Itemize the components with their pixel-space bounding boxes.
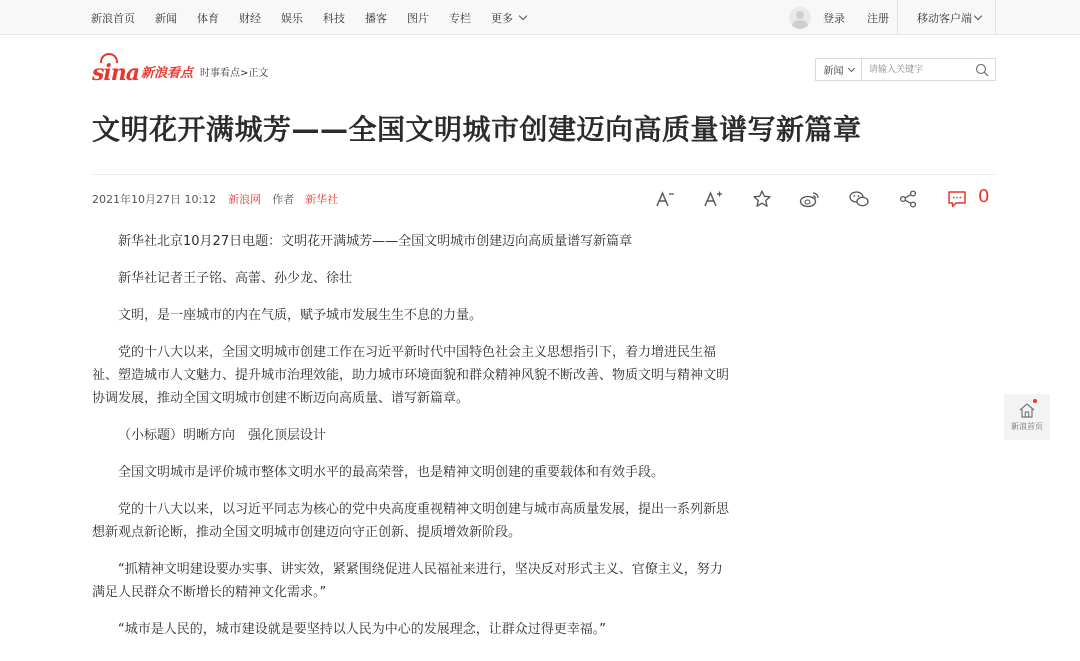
nav-item-news[interactable]: 新闻 (155, 11, 177, 25)
article-paragraph: “城市是人民的，城市建设就是要坚持以人民为中心的发展理念，让群众过得更幸福。” (118, 622, 606, 637)
share-button[interactable] (895, 182, 921, 216)
avatar-icon[interactable] (789, 7, 811, 29)
logo-subtitle: 新浪看点 (141, 66, 194, 81)
nav-item-finance[interactable]: 财经 (239, 11, 261, 25)
notification-dot (1033, 399, 1037, 403)
publish-date: 2021年10月27日 10:12 (92, 193, 217, 206)
share-wechat-button[interactable] (846, 182, 872, 216)
logo-wordmark: sina (92, 62, 139, 84)
sina-logo[interactable] (92, 54, 193, 84)
chevron-down-icon (974, 12, 982, 20)
article-body (92, 230, 732, 655)
font-increase-button[interactable] (700, 182, 726, 216)
share-weibo-button[interactable] (797, 182, 823, 216)
nav-item-entertainment[interactable]: 娱乐 (281, 11, 303, 25)
comment-icon (947, 189, 967, 209)
nav-more-label: 更多 (491, 11, 513, 25)
article-subheading: （小标题）明晰方向 强化顶层设计 (118, 428, 327, 443)
weibo-icon (799, 189, 821, 209)
article-paragraph: 新华社北京10月27日电题：文明花开满城芳——全国文明城市创建迈向高质量谱写新篇章 (118, 234, 633, 249)
search-input[interactable] (862, 60, 973, 80)
font-increase-icon (703, 189, 723, 209)
chevron-down-icon (519, 12, 527, 20)
search-box (815, 58, 996, 81)
article-title: 文明花开满城芳——全国文明城市创建迈向高质量谱写新篇章 (92, 113, 862, 146)
search-category-label: 新闻 (823, 66, 844, 77)
search-category-select[interactable] (816, 59, 862, 80)
channel-nav (91, 0, 546, 35)
divider (92, 174, 996, 175)
source-link[interactable]: 新浪网 (228, 193, 262, 206)
nav-item-tech[interactable]: 科技 (323, 11, 345, 25)
author-label: 作者 (272, 193, 295, 206)
font-decrease-button[interactable] (652, 182, 678, 216)
divider (897, 0, 898, 35)
home-icon (1018, 402, 1036, 418)
side-home-button[interactable] (1004, 394, 1050, 440)
share-icon (898, 189, 918, 209)
mobile-client-label: 移动客户端 (917, 11, 972, 25)
wechat-icon (848, 189, 870, 209)
breadcrumb[interactable]: 时事看点>正文 (200, 68, 269, 79)
register-link[interactable]: 注册 (867, 11, 889, 25)
article-paragraph: 全国文明城市是评价城市整体文明水平的最高荣誉，也是精神文明创建的重要载体和有效手段。 (118, 465, 665, 480)
nav-item-home[interactable]: 新浪首页 (91, 11, 135, 25)
star-icon (752, 189, 772, 209)
comment-button[interactable] (944, 182, 970, 216)
article-paragraph: 党的十八大以来，以习近平同志为核心的党中央高度重视精神文明创建与城市高质量发展，提出一系列新思想新观点新论断，推动全国文明城市创建迈向守正创新、提质增效新阶段。 (92, 502, 730, 540)
article-paragraph: 党的十八大以来，全国文明城市创建工作在习近平新时代中国特色社会主义思想指引下，着力增进民生福祉、塑造城市人文魅力、提升城市治理效能，助力城市环境面貌和群众精神风貌不断改善、物质文明与精神文明协调发展，推动全国文明城市创建不断迈向高质量、谱写新篇章。 (92, 345, 730, 406)
article-paragraph: “抓精神文明建设要办实事、讲实效，紧紧围绕促进人民福祉来进行，坚决反对形式主义、官僚主义，努力满足人民群众不断增长的精神文化需求。” (92, 562, 723, 600)
article-meta (92, 191, 338, 207)
article-paragraph: 新华社记者王子铭、高蕾、孙少龙、徐壮 (118, 271, 353, 286)
nav-item-columns[interactable]: 专栏 (449, 11, 471, 25)
logo-eye-icon (100, 53, 118, 63)
side-home-label: 新浪首页 (1011, 422, 1043, 431)
divider (995, 0, 996, 35)
nav-item-sports[interactable]: 体育 (197, 11, 219, 25)
search-icon[interactable] (975, 63, 989, 77)
nav-item-photos[interactable]: 图片 (407, 11, 429, 25)
mobile-client-dropdown[interactable] (917, 0, 981, 35)
login-link[interactable]: 登录 (823, 11, 845, 25)
nav-item-podcast[interactable]: 播客 (365, 11, 387, 25)
article-paragraph: 文明，是一座城市的内在气质，赋予城市发展生生不息的力量。 (118, 308, 483, 323)
favorite-button[interactable] (749, 182, 775, 216)
comment-count[interactable]: 0 (978, 186, 990, 207)
top-nav-bar (0, 0, 1080, 35)
chevron-down-icon (847, 64, 854, 71)
user-area (789, 0, 889, 35)
nav-more-dropdown[interactable] (491, 10, 526, 26)
font-decrease-icon (655, 189, 675, 209)
author-link[interactable]: 新华社 (305, 193, 339, 206)
